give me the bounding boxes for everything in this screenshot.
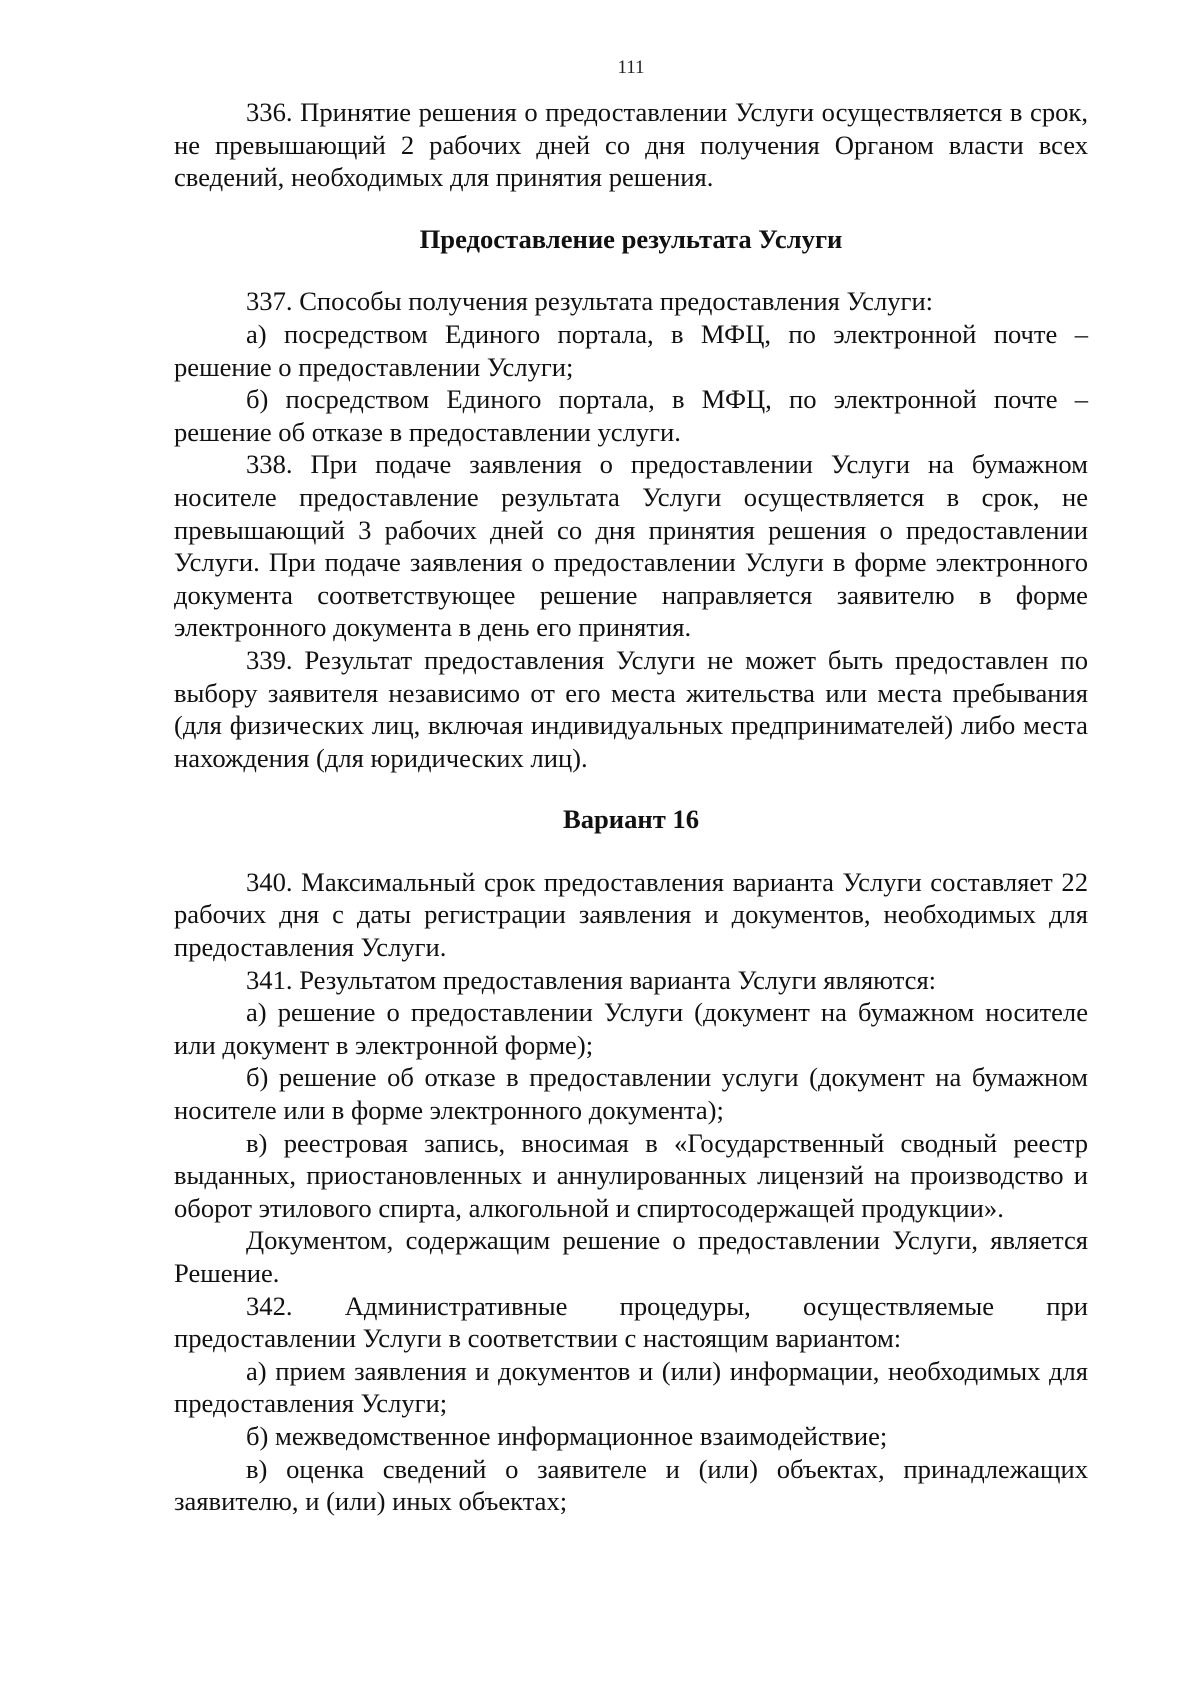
paragraph-340: 340. Максимальный срок предоставления варианта Услуги составляет 22 рабочих дня с даты регистрации заявления и документов, необходимых для предоставления Услуги.: [174, 866, 1088, 963]
heading-result-delivery: Предоставление результата Услуги: [419, 223, 843, 254]
paragraph-337-a: а) посредством Единого портала, в МФЦ, по электронной почте – решение о предоставлении Услуги;: [174, 318, 1088, 382]
paragraph-337-b: б) посредством Единого портала, в МФЦ, по электронной почте – решение об отказе в предоставлении услуги.: [174, 384, 1088, 447]
document-page: [174, 56, 1088, 1518]
paragraph-342-v: в) оценка сведений о заявителе и (или) объектах, принадлежащих заявителю, и (или) иных объектах;: [174, 1453, 1088, 1517]
paragraph-341: 341. Результатом предоставления варианта Услуги являются:: [246, 964, 937, 995]
paragraph-341-a: а) решение о предоставлении Услуги (документ на бумажном носителе или документ в электронной форме);: [174, 997, 1088, 1060]
paragraph-338: 338. При подаче заявления о предоставлении Услуги на бумажном носителе предоставление результата Услуги осуществляется в срок, не превышающий 3 рабочих дней со дня принятия решения о предоставлении Услуги. При подаче заявления о предоставлении Услуги в форме электронного документа соответствующее решение направляется заявителю в форме электронного документа в день его принятия.: [174, 449, 1088, 643]
paragraph-339: 339. Результат предоставления Услуги не может быть предоставлен по выбору заявителя независимо от его места жительства или места пребывания (для физических лиц, включая индивидуальных предпринимателей) либо места нахождения (для юридических лиц).: [174, 644, 1088, 773]
paragraph-decision-document: Документом, содержащим решение о предоставлении Услуги, является Решение.: [174, 1225, 1088, 1288]
heading-variant-16: Вариант 16: [562, 804, 700, 835]
paragraph-341-b: б) решение об отказе в предоставлении услуги (документ на бумажном носителе или в форме электронного документа);: [174, 1062, 1088, 1126]
paragraph-337: 337. Способы получения результата предоставления Услуги:: [246, 286, 934, 317]
paragraph-342: 342. Административные процедуры, осуществляемые при предоставлении Услуги в соответствии с настоящим вариантом:: [174, 1290, 1088, 1354]
paragraph-342-b: б) межведомственное информационное взаимодействие;: [246, 1420, 888, 1451]
paragraph-342-a: а) прием заявления и документов и (или) информации, необходимых для предоставления Услуги;: [174, 1355, 1088, 1419]
page-number: 111: [617, 57, 645, 78]
paragraph-341-v: в) реестровая запись, вносимая в «Государственный сводный реестр выданных, приостановленных и аннулированных лицензий на производство и оборот этилового спирта, алкогольной и спиртосодержащей продукции».: [174, 1127, 1088, 1223]
paragraph-336: 336. Принятие решения о предоставлении Услуги осуществляется в срок, не превышающий 2 рабочих дней со дня получения Органом власти всех сведений, необходимых для принятия решения.: [174, 97, 1088, 193]
